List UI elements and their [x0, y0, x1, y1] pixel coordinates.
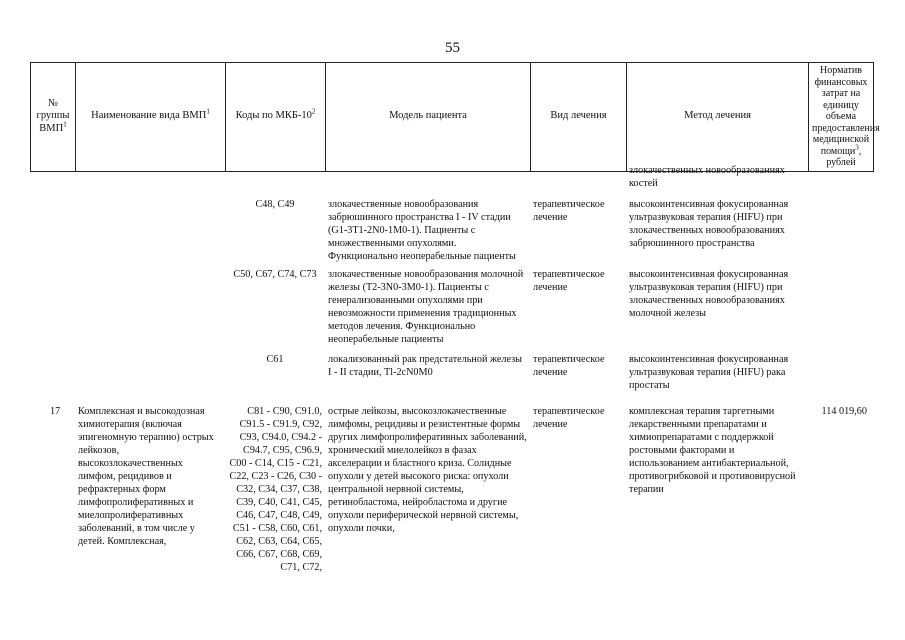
header-icd-codes-text: Коды по МКБ-10	[235, 110, 312, 122]
cell-group-number	[30, 353, 75, 405]
footnote-ref: 3	[855, 143, 859, 152]
cell-vmp-name	[75, 162, 225, 198]
header-vmp-name	[76, 63, 226, 172]
table-row	[30, 353, 873, 405]
cell-patient-model: злокачественные новообразования забрюшинного пространства I - IV стадии (G1-3T1-2N0-1M0-1). Пациенты с множественными опухолями. Функционально неоперабельные пациенты	[328, 199, 516, 262]
footnote-ref: 2	[311, 107, 316, 116]
cell-patient-model	[325, 162, 530, 198]
header-icd-codes	[226, 63, 326, 172]
header-treatment-method: Метод лечения	[627, 63, 809, 172]
cell-cost	[808, 198, 873, 268]
footnote-ref: 1	[206, 107, 210, 116]
page-number: 55	[445, 40, 460, 56]
header-group-number-line2: группы	[36, 110, 70, 122]
cell-treatment-type: терапевтическое лечение	[533, 354, 605, 378]
header-cost-text: Норматив финансовых затрат на единицу объема предоставления медицинской помощи	[812, 65, 880, 157]
cell-vmp-name: Комплексная и высокодозная химиотерапия (включая эпигеномную терапию) острых лейкозов, высокозлокачественных лимфом, рецидивов и рефрактерных форм лимфопролиферативных и миелопролиферативных заболеваний, в том числе у детей. Комплексная,	[78, 406, 214, 547]
header-cost	[809, 63, 880, 172]
header-treatment-type: Вид лечения	[531, 63, 627, 172]
cell-treatment-method: высокоинтенсивная фокусированная ультразвуковая терапия (HIFU) при злокачественных новообразованиях молочной железы	[629, 269, 789, 319]
cell-cost	[808, 353, 873, 405]
table-row	[30, 162, 873, 198]
cell-treatment-method: комплексная терапия таргетными лекарственными препаратами и химиопрепаратами с поддержкой ростовыми факторами и использованием антибактериальной, противогрибковой и противовирусной терапии	[629, 406, 796, 495]
cell-cost	[808, 162, 873, 198]
table-body	[30, 162, 873, 574]
cell-vmp-name	[75, 353, 225, 405]
cell-codes: C48, C49	[255, 199, 295, 210]
cell-treatment-type: терапевтическое лечение	[533, 269, 605, 293]
cell-codes: C50, C67, C74, C73	[233, 269, 317, 280]
cell-vmp-name	[75, 268, 225, 353]
table-row	[30, 268, 873, 353]
header-group-number-line1: №	[47, 97, 59, 109]
table-row	[30, 198, 873, 268]
cell-group-number	[30, 198, 75, 268]
cell-patient-model: острые лейкозы, высокозлокачественные лимфомы, рецидивы и резистентные формы других лимфопролиферативных заболеваний, хронический миелолейкоз в фазах акселерации и бластного криза. Солидные опухоли у детей высокого риска: опухоли центральной нервной системы, ретинобластома, нейробластома и другие опухоли периферической нервной системы, опухоли почки,	[328, 406, 527, 534]
table-header	[30, 62, 880, 172]
cell-cost	[808, 268, 873, 353]
cell-group-number	[30, 268, 75, 353]
cell-codes: C61	[266, 354, 284, 365]
header-group-number-line3: ВМП	[39, 123, 64, 135]
cell-patient-model: злокачественные новообразования молочной железы (T2-3N0-3M0-1). Пациенты с генерализованными опухолями при невозможности применения традиционных методов лечения. Функционально неоперабельные пациенты	[328, 269, 524, 345]
cell-cost: 114 019,60	[821, 406, 867, 417]
cell-group-number	[30, 162, 75, 198]
header-patient-model: Модель пациента	[326, 63, 531, 172]
header-cost-tail: , рублей	[826, 145, 862, 168]
cell-treatment-method: высокоинтенсивная фокусированная ультразвуковая терапия (HIFU) при злокачественных новообразованиях забрюшинного пространства	[629, 199, 789, 249]
cell-treatment-type: терапевтическое лечение	[533, 406, 605, 430]
cell-codes	[225, 162, 325, 198]
cell-group-number: 17	[50, 406, 61, 417]
cell-patient-model: локализованный рак предстательной железы I - II стадии, Tl-2cN0M0	[328, 354, 522, 378]
header-vmp-name-text: Наименование вида ВМП	[91, 110, 207, 122]
cell-treatment-method: злокачественных новообразованиях костей	[629, 165, 785, 189]
cell-treatment-type	[530, 162, 626, 198]
cell-treatment-method: высокоинтенсивная фокусированная ультразвуковая терапия (HIFU) рака простаты	[629, 354, 789, 391]
table-row	[30, 405, 873, 574]
header-group-number	[31, 63, 76, 172]
cell-vmp-name	[75, 198, 225, 268]
footnote-ref: 1	[63, 120, 67, 129]
cell-treatment-type: терапевтическое лечение	[533, 199, 605, 223]
cell-codes: C81 - C90, C91.0, C91.5 - C91.9, C92, C93, C94.0, C94.2 - C94.7, C95, C96.9, C00 - C14, C15 - C21, C22, C23 - C26, C30 - C32, C34, C37, C38, C39, C40, C41, C45, C46, C47, C48, C49, C51 - C58, C60, C61, C62, C63, C64, C65, C66, C67, C68, C69, C71, C72,	[229, 406, 322, 573]
